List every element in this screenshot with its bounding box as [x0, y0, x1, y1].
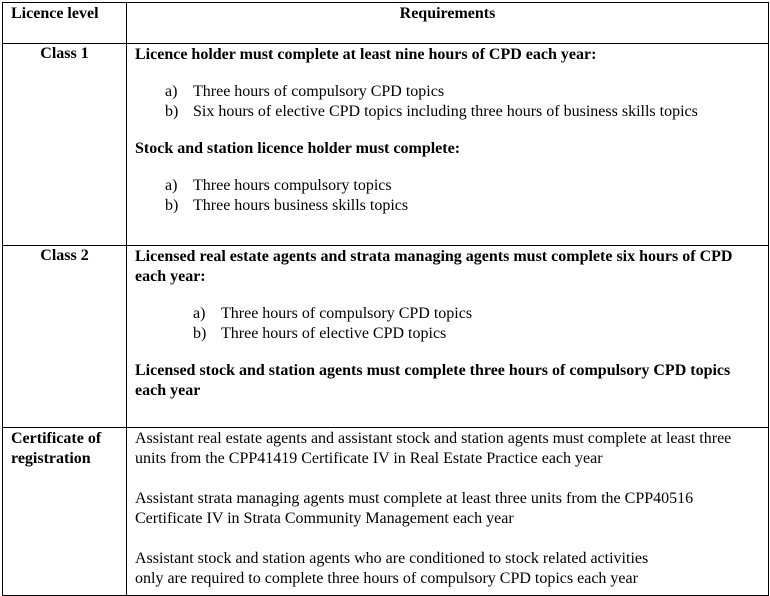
licence-level-class-1: Class 1: [3, 44, 127, 246]
licence-level-class-2: Class 2: [3, 246, 127, 428]
requirements-class-1: [127, 44, 769, 246]
certificate-strata-requirement: Assistant strata managing agents must complete at least three units from the CPP40516 Certificate IV in Strata Community Management each year: [135, 490, 694, 527]
list-item: b) Six hours of elective CPD topics including three hours of business skills topics: [165, 103, 698, 120]
requirements-class-2: [127, 246, 769, 428]
table-row-class-1: [3, 44, 769, 246]
list-item: a) Three hours compulsory topics: [165, 177, 392, 194]
class-1-stock-list: [135, 176, 764, 216]
certificate-stock-line-2: only are required to complete three hours of compulsory CPD topics each year: [135, 570, 638, 587]
class-1-stock-intro: Stock and station licence holder must complete:: [135, 140, 461, 157]
table-row-class-2: [3, 246, 769, 428]
certificate-real-estate-requirement: Assistant real estate agents and assistant stock and station agents must complete at least three units from the CPP41419 Certificate IV in Real Estate Practice each year: [135, 430, 732, 467]
certificate-stock-line-1: Assistant stock and station agents who are conditioned to stock related activities: [135, 550, 649, 567]
class-1-intro: Licence holder must complete at least nine hours of CPD each year:: [135, 46, 597, 63]
table-row-certificate: [3, 428, 769, 596]
list-item: a) Three hours of compulsory CPD topics: [193, 305, 473, 322]
class-2-intro: Licensed real estate agents and strata managing agents must complete six hours of CPD each year:: [135, 248, 733, 285]
table-header-row: [3, 3, 769, 44]
cpd-requirements-table: [2, 2, 769, 596]
requirements-certificate: [127, 428, 769, 596]
licence-level-certificate: Certificate of registration: [3, 428, 127, 596]
class-2-list: [135, 304, 764, 344]
list-item: a) Three hours of compulsory CPD topics: [165, 83, 445, 100]
list-item: b) Three hours of elective CPD topics: [193, 325, 447, 342]
list-item: b) Three hours business skills topics: [165, 197, 409, 214]
class-1-list: [135, 82, 764, 122]
header-requirements: Requirements: [127, 3, 769, 44]
header-licence-level: Licence level: [3, 3, 127, 44]
class-2-stock-requirement: Licensed stock and station agents must complete three hours of compulsory CPD topics each year: [135, 362, 731, 399]
